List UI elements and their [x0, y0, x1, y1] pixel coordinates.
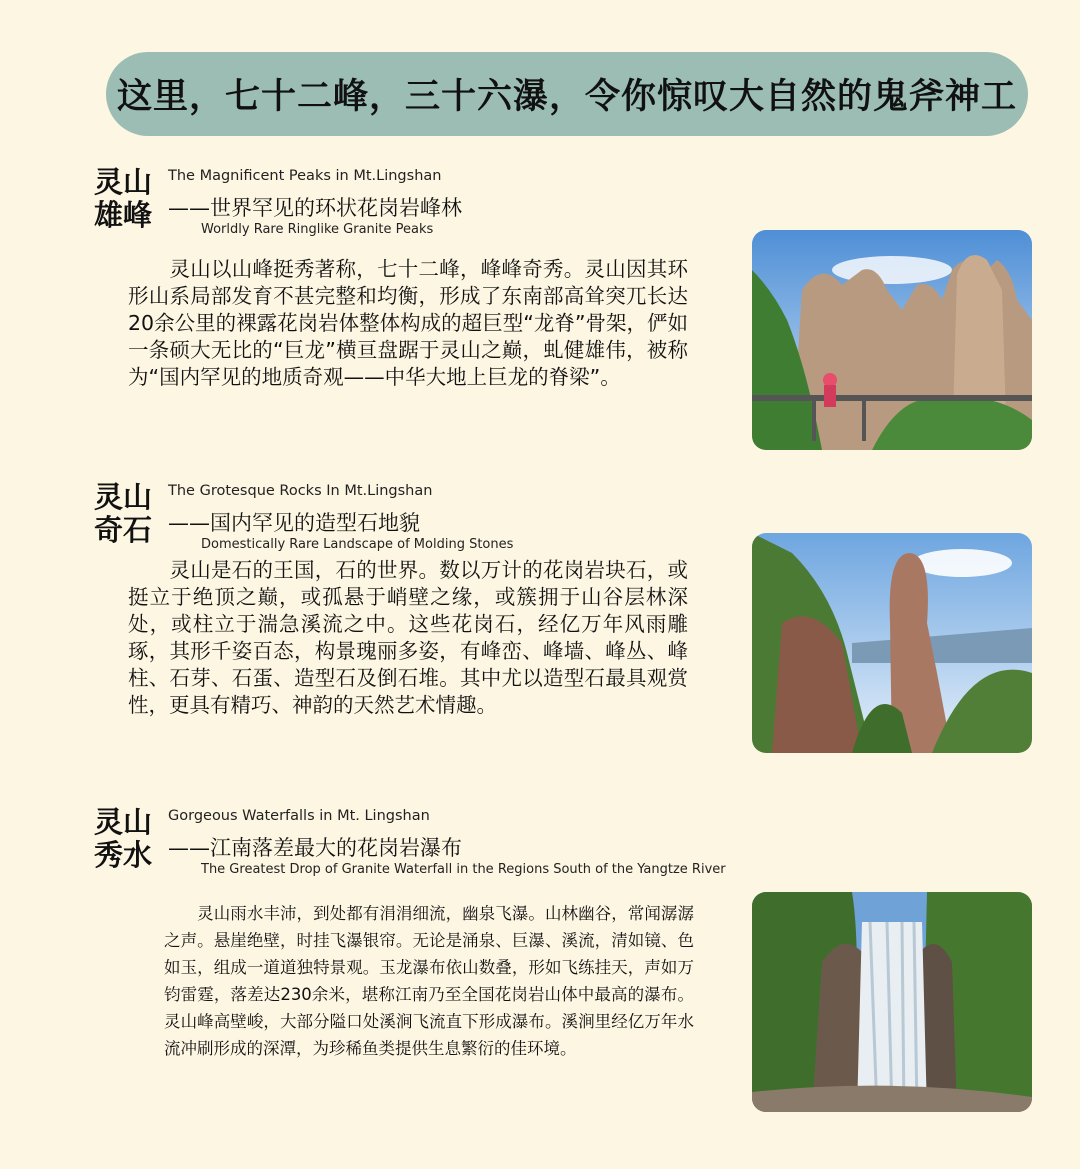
section-peaks: [0, 166, 1080, 456]
section-body: 灵山是石的王国，石的世界。数以万计的花岗岩块石，或挺立于绝顶之巅，或孤悬于峭壁之缘，或簇拥于山谷层林深处，或柱立于湍急溪流之中。这些花岗石，经亿万年风雨雕琢，其形千姿百态，构景瑰丽多姿，有峰峦、峰墙、峰丛、峰柱、石芽、石蛋、造型石及倒石堆。其中尤以造型石最具观赏性，更具有精巧、神韵的天然艺术情趣。: [128, 558, 688, 717]
section-rocks: [0, 481, 1080, 781]
section-title-en: The Grotesque Rocks In Mt.Lingshan: [168, 483, 433, 499]
section-waterfalls: [0, 806, 1080, 1146]
section-subtitle-zh: ——国内罕见的造型石地貌: [168, 511, 420, 535]
section-title-en: The Magnificent Peaks in Mt.Lingshan: [168, 168, 442, 184]
page-banner: 这里，七十二峰，三十六瀑，令你惊叹大自然的鬼斧神工: [106, 52, 1028, 136]
section-title-zh: 灵山 奇石: [94, 480, 153, 547]
photo-rocks: [752, 533, 1032, 753]
section-subtitle-zh: ——江南落差最大的花岗岩瀑布: [168, 836, 462, 860]
section-subtitle-en: Worldly Rare Ringlike Granite Peaks: [201, 222, 434, 237]
section-subtitle-zh: ——世界罕见的环状花岗岩峰林: [168, 196, 462, 220]
section-title-zh: 灵山 秀水: [94, 805, 153, 872]
section-body: 灵山以山峰挺秀著称，七十二峰，峰峰奇秀。灵山因其环形山系局部发育不甚完整和均衡，形成了东南部高耸突兀长达20余公里的裸露花岗岩体整体构成的超巨型“龙脊”骨架，俨如一条硕大无比的“巨龙”横亘盘踞于灵山之巅，虬健雄伟，被称为“国内罕见的地质奇观——中华大地上巨龙的脊梁”。: [128, 257, 688, 389]
photo-waterfall: [752, 892, 1032, 1112]
section-title-zh: 灵山 雄峰: [94, 165, 153, 232]
section-subtitle-en: Domestically Rare Landscape of Molding Stones: [201, 537, 514, 552]
section-title-en: Gorgeous Waterfalls in Mt. Lingshan: [168, 808, 430, 824]
photo-peaks: [752, 230, 1032, 450]
section-body: 灵山雨水丰沛，到处都有涓涓细流，幽泉飞瀑。山林幽谷，常闻潺潺之声。悬崖绝壁，时挂飞瀑银帘。无论是涌泉、巨瀑、溪流，清如镜、色如玉，组成一道道独特景观。玉龙瀑布依山数叠，形如飞练挂天，声如万钧雷霆，落差达230余米，堪称江南乃至全国花岗岩山体中最高的瀑布。灵山峰高壁峻，大部分隘口处溪涧飞流直下形成瀑布。溪涧里经亿万年水流冲刷形成的深潭，为珍稀鱼类提供生息繁衍的佳环境。: [164, 904, 694, 1058]
section-subtitle-en: The Greatest Drop of Granite Waterfall in the Regions South of the Yangtze River: [201, 862, 726, 877]
